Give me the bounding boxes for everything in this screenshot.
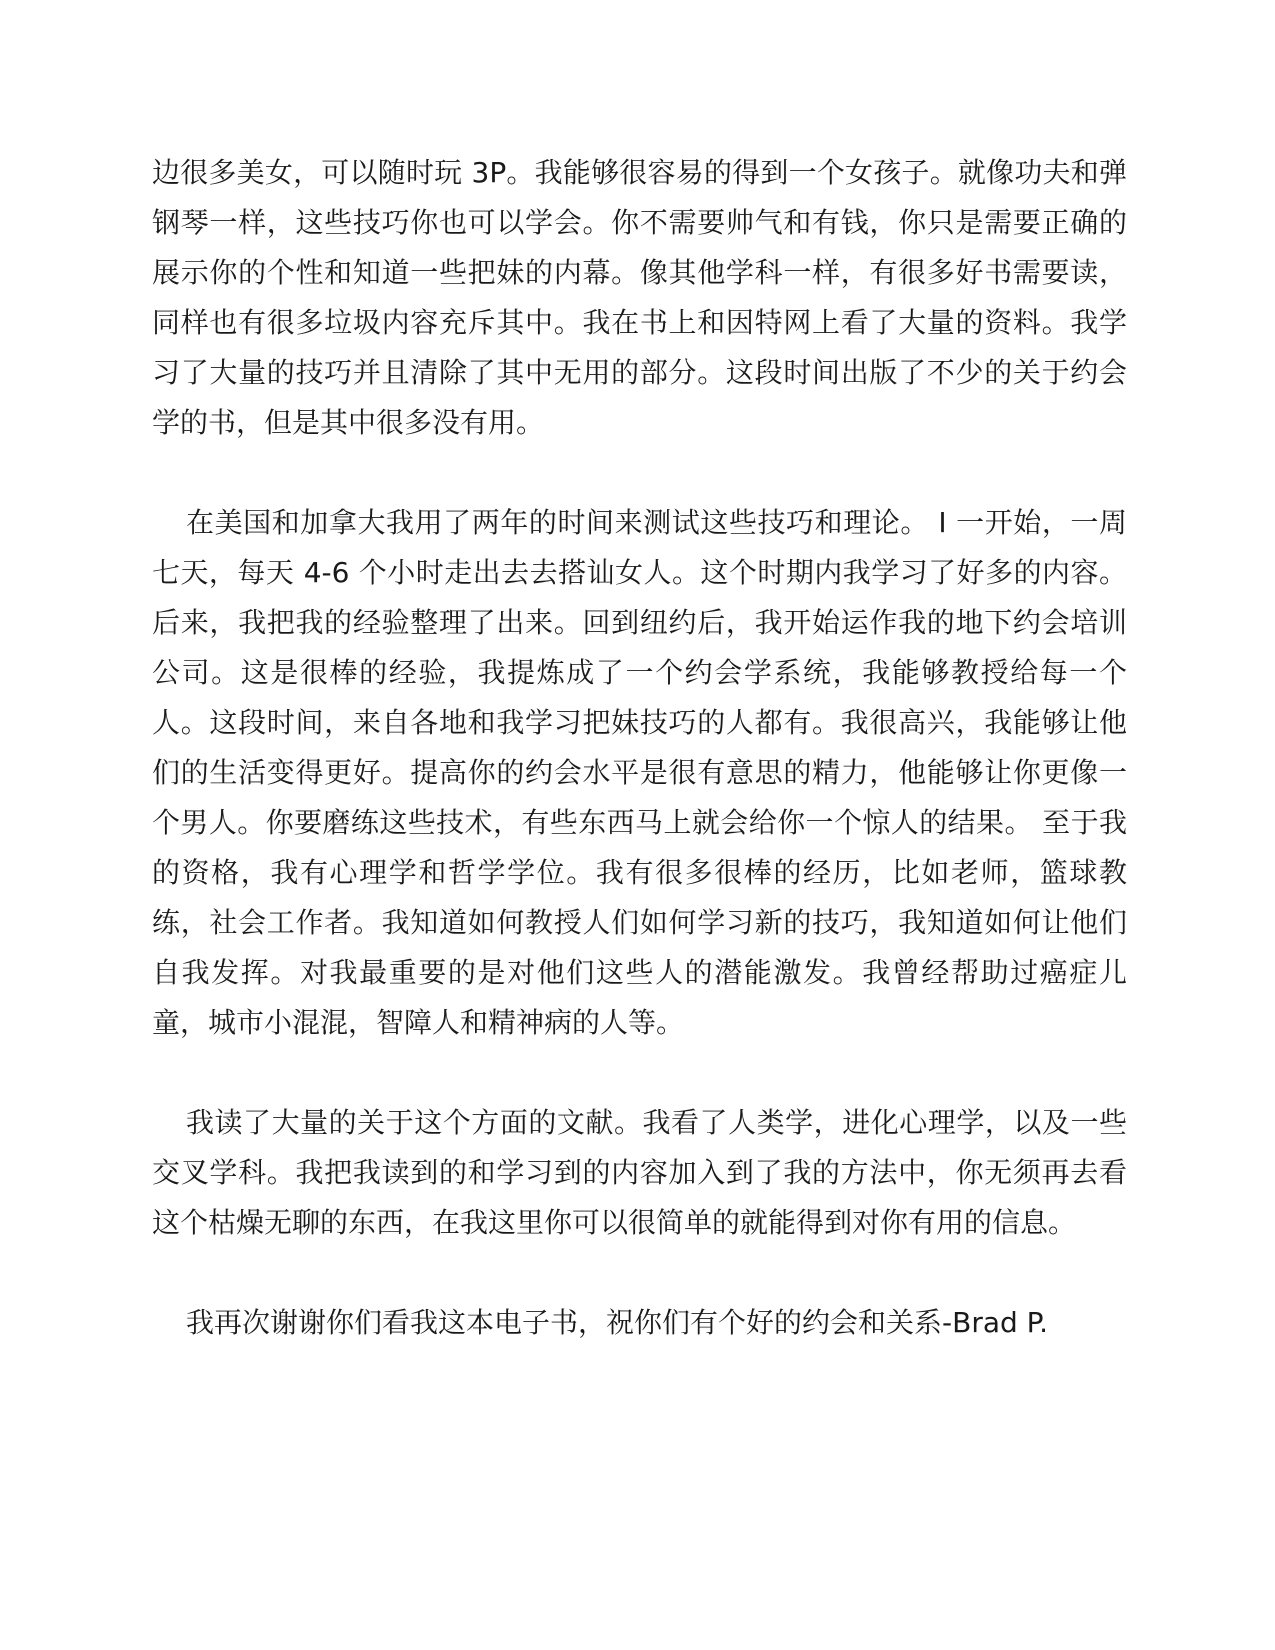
body-text	[152, 148, 1127, 1348]
paragraph-3: 我读了大量的关于这个方面的文献。我看了人类学，进化心理学，以及一些交叉学科。我把我读到的和学习到的内容加入到了我的方法中，你无须再去看这个枯燥无聊的东西，在我这里你可以很简单的就能得到对你有用的信息。	[152, 1106, 1127, 1239]
paragraph-2: 在美国和加拿大我用了两年的时间来测试这些技巧和理论。 I 一开始，一周七天，每天 4-6 个小时走出去去搭讪女人。这个时期内我学习了好多的内容。后来，我把我的经验整理了出来。回到纽约后，我开始运作我的地下约会培训公司。这是很棒的经验，我提炼成了一个约会学系统，我能够教授给每一个人。这段时间，来自各地和我学习把妹技巧的人都有。我很高兴，我能够让他们的生活变得更好。提高你的约会水平是很有意思的精力，他能够让你更像一个男人。你要磨练这些技术，有些东西马上就会给你一个惊人的结果。 至于我的资格，我有心理学和哲学学位。我有很多很棒的经历，比如老师，篮球教练，社会工作者。我知道如何教授人们如何学习新的技巧，我知道如何让他们自我发挥。对我最重要的是对他们这些人的潜能激发。我曾经帮助过癌症儿童，城市小混混，智障人和精神病的人等。	[152, 506, 1127, 1039]
paragraph-4: 我再次谢谢你们看我这本电子书，祝你们有个好的约会和关系-Brad P.	[186, 1306, 1049, 1339]
paragraph-1: 边很多美女，可以随时玩 3P。我能够很容易的得到一个女孩子。就像功夫和弹钢琴一样，这些技巧你也可以学会。你不需要帅气和有钱，你只是需要正确的展示你的个性和知道一些把妹的内幕。像其他学科一样，有很多好书需要读，同样也有很多垃圾内容充斥其中。我在书上和因特网上看了大量的资料。我学习了大量的技巧并且清除了其中无用的部分。这段时间出版了不少的关于约会学的书，但是其中很多没有用。	[152, 156, 1127, 439]
